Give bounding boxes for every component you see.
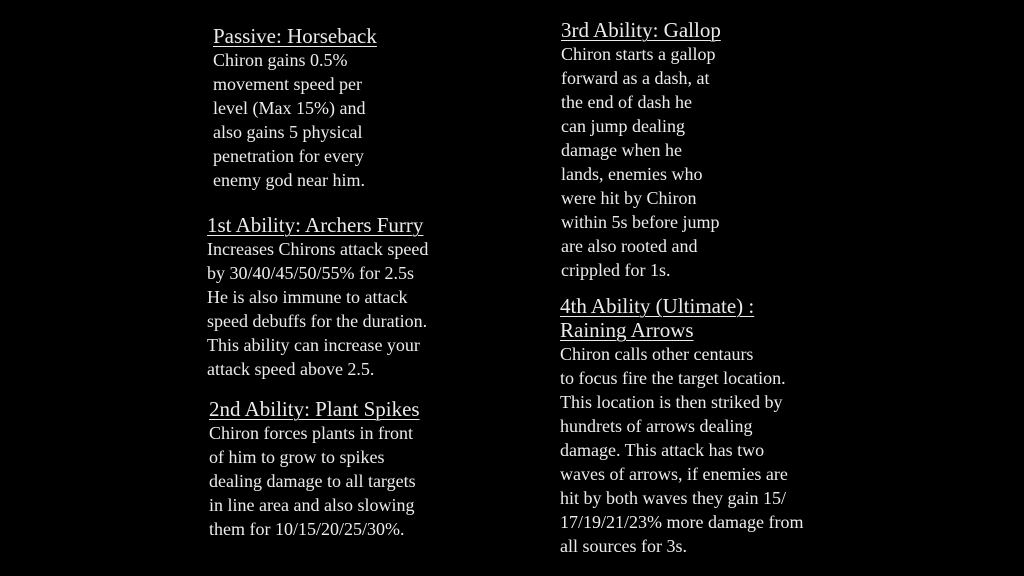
- ability3-title: 3rd Ability: Gallop: [561, 18, 721, 42]
- ability1-title: 1st Ability: Archers Furry: [207, 213, 424, 237]
- ability2-text-line: Chiron forces plants in front: [209, 423, 413, 443]
- ability4-text-line: hit by both waves they gain 15/: [560, 488, 786, 508]
- ability4-text-line: damage. This attack has two: [560, 440, 765, 460]
- ability4-text-line: waves of arrows, if enemies are: [560, 464, 788, 484]
- passive-text-line: level (Max 15%) and: [213, 98, 366, 118]
- ability2-section: [209, 397, 420, 541]
- ability3-text-line: are also rooted and: [561, 236, 698, 256]
- ability1-section: [207, 213, 428, 381]
- ability4-text-line: hundrets of arrows dealing: [560, 416, 753, 436]
- ability3-text-line: within 5s before jump: [561, 212, 720, 232]
- ability2-text-line: of him to grow to spikes: [209, 447, 385, 467]
- passive-text-line: movement speed per: [213, 74, 362, 94]
- ability4-title-line2: Raining Arrows: [560, 318, 694, 342]
- ability2-text-line: them for 10/15/20/25/30%.: [209, 519, 405, 539]
- passive-section: [213, 24, 377, 192]
- ability4-text-line: Chiron calls other centaurs: [560, 344, 754, 364]
- ability1-text-line: speed debuffs for the duration.: [207, 311, 428, 331]
- ability3-text-line: crippled for 1s.: [561, 260, 671, 280]
- ability4-section: [560, 294, 803, 558]
- ability3-text-line: the end of dash he: [561, 92, 692, 112]
- ability3-section: [561, 18, 721, 282]
- ability4-text-line: This location is then striked by: [560, 392, 783, 412]
- ability3-text-line: lands, enemies who: [561, 164, 703, 184]
- passive-text-line: Chiron gains 0.5%: [213, 50, 348, 70]
- ability3-text-line: Chiron starts a gallop: [561, 44, 716, 64]
- ability2-title: 2nd Ability: Plant Spikes: [209, 397, 420, 421]
- ability1-text-line: Increases Chirons attack speed: [207, 239, 429, 259]
- ability1-text-line: This ability can increase your: [207, 335, 420, 355]
- ability3-text-line: damage when he: [561, 140, 682, 160]
- ability2-text-line: dealing damage to all targets: [209, 471, 416, 491]
- ability4-text-line: to focus fire the target location.: [560, 368, 786, 388]
- passive-title: Passive: Horseback: [213, 24, 377, 48]
- passive-text-line: enemy god near him.: [213, 170, 365, 190]
- ability1-text-line: by 30/40/45/50/55% for 2.5s: [207, 263, 414, 283]
- passive-text-line: also gains 5 physical: [213, 122, 363, 142]
- ability1-text-line: attack speed above 2.5.: [207, 359, 375, 379]
- ability3-text-line: can jump dealing: [561, 116, 685, 136]
- passive-text-line: penetration for every: [213, 146, 364, 166]
- ability4-text-line: 17/19/21/23% more damage from: [560, 512, 804, 532]
- ability2-text-line: in line area and also slowing: [209, 495, 415, 515]
- ability4-title-line1: 4th Ability (Ultimate) :: [560, 294, 755, 318]
- ability4-text-line: all sources for 3s.: [560, 536, 687, 556]
- ability3-text-line: were hit by Chiron: [561, 188, 697, 208]
- ability1-text-line: He is also immune to attack: [207, 287, 408, 307]
- ability3-text-line: forward as a dash, at: [561, 68, 710, 88]
